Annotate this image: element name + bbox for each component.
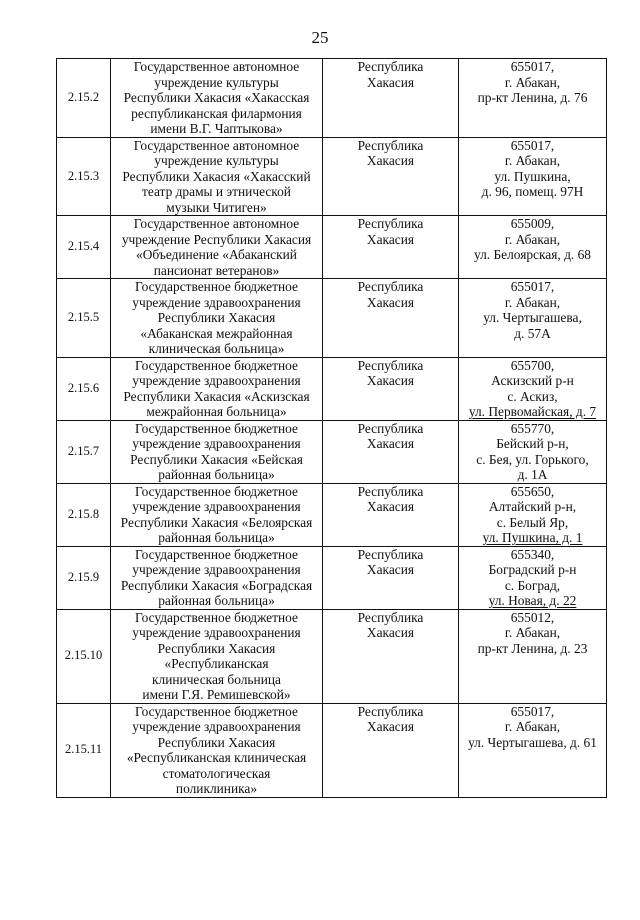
address-cell — [459, 216, 607, 279]
registry-table-body — [57, 59, 607, 798]
address-line: с. Аскиз, — [507, 388, 558, 404]
region-cell — [323, 546, 459, 609]
address-line: г. Абакан, — [504, 294, 561, 310]
address-cell — [459, 59, 607, 138]
organization-name-line: Государственное автономное — [133, 137, 300, 153]
region-cell — [323, 357, 459, 420]
row-number: 2.15.10 — [57, 609, 111, 703]
address-line: 655340, — [510, 546, 555, 562]
organization-name-line: Республики Хакасия «Хакасская — [123, 90, 310, 105]
organization-name-line: Государственное бюджетное — [135, 483, 298, 499]
organization-name-line: районная больница» — [158, 593, 275, 608]
row-number: 2.15.4 — [57, 216, 111, 279]
organization-name-line: Государственное автономное — [133, 59, 300, 74]
organization-name-cell — [111, 420, 323, 483]
address-line: 655012, — [510, 609, 555, 625]
organization-name-line: «Республиканская клиническая — [126, 750, 307, 765]
region-line: Республика — [357, 279, 424, 294]
organization-name-line: Государственное бюджетное — [135, 357, 298, 373]
address-cell — [459, 546, 607, 609]
region-cell — [323, 420, 459, 483]
address-line: 655017, — [510, 59, 555, 74]
address-cell — [459, 420, 607, 483]
region-cell — [323, 483, 459, 546]
address-line: ул. Пушкина, д. 1 — [482, 530, 583, 545]
address-line: 655770, — [510, 420, 555, 436]
organization-name-cell — [111, 483, 323, 546]
table-row — [57, 279, 607, 358]
region-line: Хакасия — [366, 231, 415, 247]
organization-name-line: музыки Читиген» — [166, 199, 267, 215]
organization-name-line: «Объединение «Абаканский — [136, 247, 297, 262]
address-cell — [459, 357, 607, 420]
organization-name-line: Республики Хакасия «Белоярская — [120, 514, 313, 530]
organization-name-line: «Республиканская — [164, 656, 269, 671]
organization-name-line: учреждение здравоохранения — [132, 436, 301, 451]
region-line: Республика — [357, 609, 424, 625]
region-line: Хакасия — [366, 625, 415, 640]
region-line: Республика — [357, 546, 424, 562]
organization-name-line: Государственное автономное — [133, 216, 300, 231]
address-line: 655017, — [510, 703, 555, 719]
address-line: 655009, — [510, 216, 555, 231]
region-line: Хакасия — [366, 294, 415, 310]
address-line: 655700, — [510, 357, 555, 373]
row-number: 2.15.5 — [57, 279, 111, 358]
organization-name-line: Республики Хакасия «Аскизская — [123, 388, 310, 404]
region-line: Хакасия — [366, 562, 415, 577]
region-line: Республика — [357, 216, 424, 231]
address-line: ул. Чертыгашева, — [483, 310, 582, 325]
table-row — [57, 59, 607, 138]
address-line: г. Абакан, — [504, 231, 561, 247]
region-cell — [323, 703, 459, 797]
organization-name-line: Республики Хакасия «Хакасский — [122, 168, 311, 184]
row-number: 2.15.8 — [57, 483, 111, 546]
region-cell — [323, 216, 459, 279]
organization-name-line: Республики Хакасия «Боградская — [120, 577, 313, 593]
region-cell — [323, 279, 459, 358]
region-line: Республика — [357, 357, 424, 373]
table-row — [57, 546, 607, 609]
address-line: г. Абакан, — [504, 719, 561, 734]
organization-name-line: учреждение Республики Хакасия — [121, 231, 312, 247]
organization-name-cell — [111, 546, 323, 609]
address-line: 655650, — [510, 483, 555, 499]
region-line: Хакасия — [366, 499, 415, 514]
row-number: 2.15.7 — [57, 420, 111, 483]
region-line: Хакасия — [366, 74, 415, 90]
region-line: Хакасия — [366, 436, 415, 451]
organization-name-line: Республики Хакасия — [157, 734, 276, 750]
address-line: пр-кт Ленина, д. 76 — [477, 90, 588, 105]
region-cell — [323, 609, 459, 703]
organization-name-line: имени В.Г. Чаптыкова» — [150, 121, 283, 136]
region-cell — [323, 59, 459, 138]
region-line: Республика — [357, 420, 424, 436]
organization-name-line: Республики Хакасия — [157, 640, 276, 656]
address-line: пр-кт Ленина, д. 23 — [477, 640, 588, 656]
organization-name-line: районная больница» — [158, 530, 275, 545]
region-line: Хакасия — [366, 719, 415, 734]
organization-name-cell — [111, 609, 323, 703]
address-line: Боградский р-н — [488, 562, 577, 577]
organization-name-line: учреждение здравоохранения — [132, 625, 301, 640]
row-number: 2.15.11 — [57, 703, 111, 797]
organization-name-line: Государственное бюджетное — [135, 703, 298, 719]
address-cell — [459, 703, 607, 797]
address-cell — [459, 609, 607, 703]
address-cell — [459, 483, 607, 546]
address-line: ул. Первомайская, д. 7 — [468, 404, 597, 419]
organization-name-cell — [111, 357, 323, 420]
organization-name-line: клиническая больница» — [148, 341, 285, 356]
organization-name-line: республиканская филармония — [131, 105, 302, 121]
organization-name-line: театр драмы и этнической — [142, 184, 291, 199]
organization-name-line: учреждение здравоохранения — [132, 499, 301, 514]
row-number: 2.15.3 — [57, 137, 111, 216]
region-cell — [323, 137, 459, 216]
organization-name-cell — [111, 703, 323, 797]
organization-name-line: учреждение здравоохранения — [132, 562, 301, 577]
address-cell — [459, 279, 607, 358]
address-line: с. Бея, ул. Горького, — [476, 451, 589, 467]
organization-name-line: «Абаканская межрайонная — [140, 325, 293, 341]
table-row — [57, 483, 607, 546]
address-line: Бейский р-н, — [496, 436, 569, 451]
address-line: ул. Новая, д. 22 — [488, 593, 577, 608]
region-line: Хакасия — [366, 373, 415, 388]
organization-name-line: имени Г.Я. Ремишевской» — [142, 687, 291, 702]
region-line: Республика — [357, 137, 424, 153]
address-line: д. 96, помещ. 97Н — [481, 184, 584, 199]
address-cell — [459, 137, 607, 216]
address-line: д. 1А — [517, 467, 548, 482]
address-line: 655017, — [510, 137, 555, 153]
organization-name-cell — [111, 59, 323, 138]
organization-name-line: поликлиника» — [175, 781, 258, 796]
organization-name-line: клиническая больница — [152, 671, 281, 687]
row-number: 2.15.6 — [57, 357, 111, 420]
address-line: Алтайский р-н, — [488, 499, 577, 514]
page-number: 25 — [311, 28, 329, 47]
organization-name-line: пансионат ветеранов» — [153, 262, 280, 278]
row-number: 2.15.2 — [57, 59, 111, 138]
address-line: Аскизский р-н — [491, 373, 574, 388]
registry-table — [56, 58, 607, 798]
table-row — [57, 216, 607, 279]
region-line: Республика — [357, 703, 424, 719]
organization-name-line: учреждение здравоохранения — [132, 294, 301, 310]
address-line: г. Абакан, — [504, 625, 561, 640]
address-line: ул. Белоярская, д. 68 — [473, 247, 592, 262]
region-line: Хакасия — [366, 153, 415, 168]
organization-name-line: Республики Хакасия — [157, 310, 276, 325]
region-line: Республика — [357, 59, 424, 74]
organization-name-line: учреждение здравоохранения — [132, 373, 301, 388]
table-row — [57, 357, 607, 420]
table-row — [57, 137, 607, 216]
organization-name-line: Государственное бюджетное — [135, 279, 298, 294]
address-line: 655017, — [510, 279, 555, 294]
address-line: г. Абакан, — [504, 74, 561, 90]
organization-name-line: районная больница» — [158, 467, 275, 482]
organization-name-cell — [111, 279, 323, 358]
organization-name-cell — [111, 137, 323, 216]
organization-name-line: Государственное бюджетное — [135, 420, 298, 436]
address-line: с. Белый Яр, — [496, 514, 569, 530]
organization-name-line: Государственное бюджетное — [135, 609, 298, 625]
table-row — [57, 420, 607, 483]
table-row — [57, 609, 607, 703]
organization-name-line: Государственное бюджетное — [135, 546, 298, 562]
organization-name-line: межрайонная больница» — [146, 404, 287, 419]
organization-name-line: учреждение здравоохранения — [132, 719, 301, 734]
organization-name-line: учреждение культуры — [154, 153, 279, 168]
address-line: с. Боград, — [504, 577, 561, 593]
address-line: д. 57А — [514, 325, 551, 341]
row-number: 2.15.9 — [57, 546, 111, 609]
organization-name-line: учреждение культуры — [154, 74, 279, 90]
table-row — [57, 703, 607, 797]
address-line: г. Абакан, — [504, 153, 561, 168]
organization-name-line: стоматологическая — [162, 765, 271, 781]
address-line: ул. Чертыгашева, д. 61 — [468, 734, 597, 750]
organization-name-cell — [111, 216, 323, 279]
region-line: Республика — [357, 483, 424, 499]
address-line: ул. Пушкина, — [494, 168, 571, 184]
organization-name-line: Республики Хакасия «Бейская — [130, 451, 303, 467]
